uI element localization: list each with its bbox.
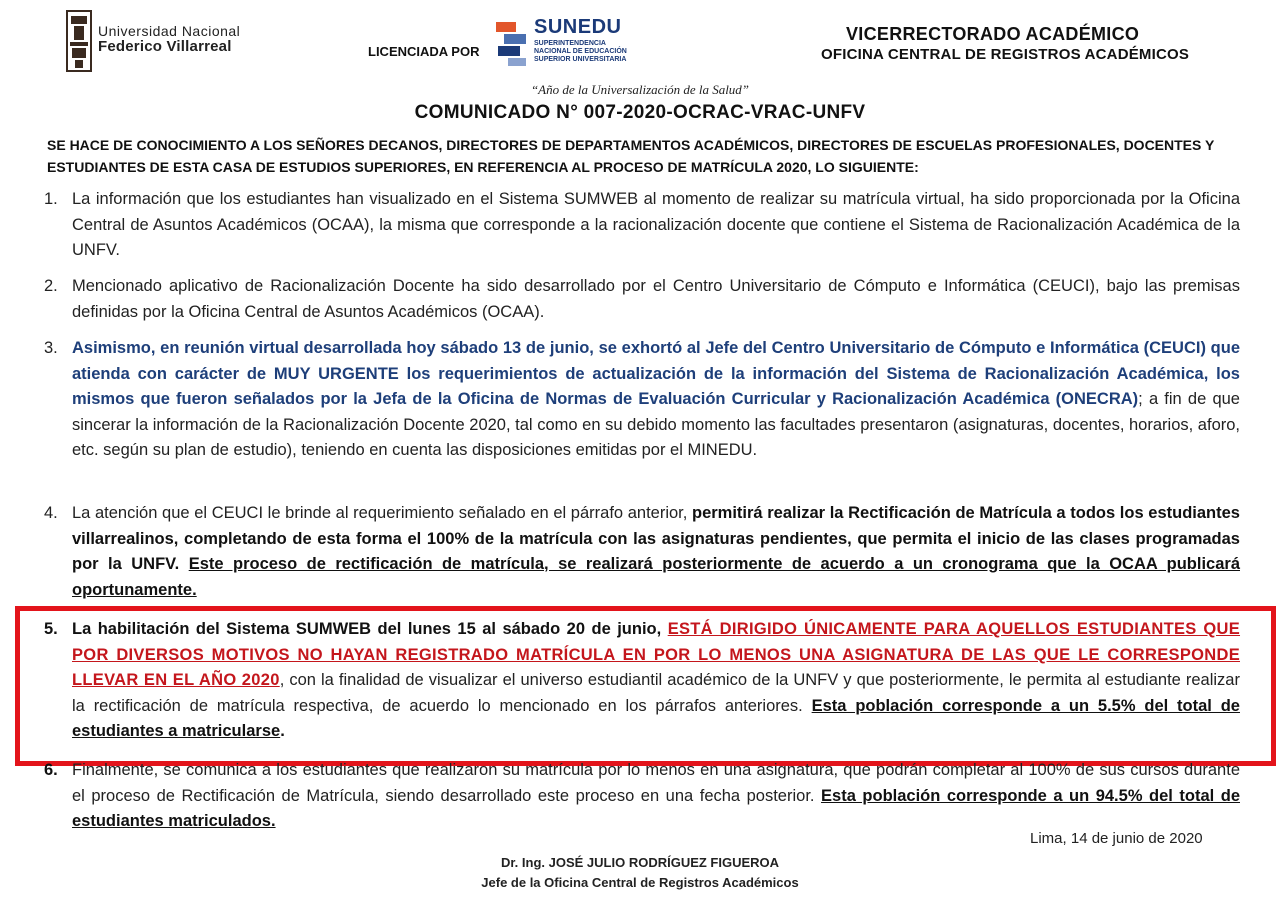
item-number: 2.: [44, 277, 58, 295]
item-emphasis-underline: Esta población corresponde a un 5.5% del total de estudiantes a matricularse: [72, 696, 1240, 740]
licensed-by-label: LICENCIADA POR: [368, 44, 480, 59]
item-text-plain: , con la finalidad de visualizar el universo estudiantil académico de la UNFV y que posteriormente, le permita al estudiante realizar la rectificación de matrícula respectiva, de acuerdo lo mencionado en los párrafos anteriores.: [72, 671, 1240, 715]
signatory-role: Jefe de la Oficina Central de Registros Académicos: [481, 875, 799, 890]
item-text: [72, 617, 1240, 745]
item-text: [72, 336, 1240, 464]
sunedu-text: SUNEDU SUPERINTENDENCIA NACIONAL DE EDUCACIÓN SUPERIOR UNIVERSITARIA: [534, 16, 627, 63]
spacer: [179, 555, 188, 573]
item-emphasis-bold: permitirá realizar la Rectificación de Matrícula a todos los estudiantes villarrealinos, completando de esta forma el 100% de la matrícula con las asignaturas pendientes, que permita el inicio de las clases programadas por la UNFV.: [72, 504, 1240, 573]
item-text: La información que los estudiantes han visualizado en el Sistema SUMWEB al momento de realizar su matrícula virtual, ha sido proporcionada por la Oficina Central de Asuntos Académicos (OCAA), la misma que corresponde a la racionalización docente que contiene el Sistema de Racionalización Académica de la UNFV.: [72, 190, 1240, 259]
list-item-1: [44, 187, 1240, 264]
item-text-rest: ; a fin de que sincerar la información de la Racionalización Docente 2020, tal como en su debido momento las facultades presentaron (asignaturas, docentes, horarios, aforo, etc. según su plan de estudio), teniendo en cuenta las disposiciones emitidas por el MINEDU.: [72, 390, 1240, 459]
list-item-3: [44, 336, 1240, 464]
item-text: Mencionado aplicativo de Racionalización Docente ha sido desarrollado por el Centro Universitario de Cómputo e Informática (CEUCI), bajo las premisas definidas por la Oficina Central de Asuntos Académicos (OCAA).: [72, 277, 1240, 321]
item-text-plain: Finalmente, se comunica a los estudiantes que realizaron su matrícula por lo menos en una asignatura, que podrán completar al 100% de sus cursos durante el proceso de Rectificación de Matrícula, siendo desarrollado este proceso en una fecha posterior.: [72, 761, 1240, 805]
university-crest-logo: [66, 10, 92, 72]
list-item-5: [44, 617, 1240, 745]
item-emphasis-blue: Asimismo, en reunión virtual desarrollada hoy sábado 13 de junio, se exhortó al Jefe del Centro Universitario de Cómputo e Informática (CEUCI) que atienda con carácter de MUY URGENTE los requerimientos de actualización de la información del Sistema de Racionalización Académica, los mismos que fueron señalados por la Jefa de la Oficina de Normas de Evaluación Curricular y Racionalización Académica (ONECRA): [72, 339, 1240, 408]
office-heading: OFICINA CENTRAL DE REGISTROS ACADÉMICOS: [821, 46, 1190, 63]
item-emphasis-bold: La habilitación del Sistema SUMWEB del lunes 15 al sábado 20 de junio,: [72, 620, 668, 638]
item-number: 5.: [44, 620, 58, 638]
item-number: 1.: [44, 190, 58, 208]
item-number: 4.: [44, 504, 58, 522]
item-text-plain: La atención que el CEUCI le brinde al requerimiento señalado en el párrafo anterior,: [72, 504, 692, 522]
item-emphasis-red: ESTÁ DIRIGIDO ÚNICAMENTE PARA AQUELLOS ESTUDIANTES QUE POR DIVERSOS MOTIVOS NO HAYAN REGISTRADO MATRÍCULA EN POR LO MENOS UNA ASIGNATURA DE LAS QUE LE CORRESPONDE LLEVAR EN EL AÑO 2020: [72, 620, 1241, 689]
item-text: [72, 501, 1240, 603]
item-end-period: .: [280, 722, 285, 740]
signatory-name: Dr. Ing. JOSÉ JULIO RODRÍGUEZ FIGUEROA: [500, 855, 780, 870]
document-date: Lima, 14 de junio de 2020: [1030, 830, 1203, 847]
intro-paragraph: SE HACE DE CONOCIMIENTO A LOS SEÑORES DECANOS, DIRECTORES DE DEPARTAMENTOS ACADÉMICOS, DIRECTORES DE ESCUELAS PROFESIONALES, DOCENTES Y ESTUDIANTES DE ESTA CASA DE ESTUDIOS SUPERIORES, EN REFERENCIA AL PROCESO DE MATRÍCULA 2020, LO SIGUIENTE:: [47, 137, 1215, 175]
list-item-6: [44, 758, 1240, 835]
list-item-2: [44, 274, 1240, 325]
year-motto: “Año de la Universalización de la Salud”: [530, 82, 750, 97]
item-emphasis-underline: Este proceso de rectificación de matrícula, se realizará posteriormente de acuerdo a un cronograma que la OCAA publicará oportunamente.: [72, 555, 1240, 599]
item-text: [72, 758, 1240, 835]
item-number: 6.: [44, 761, 58, 779]
sunedu-logo-icon: [494, 18, 530, 68]
item-number: 3.: [44, 339, 58, 357]
list-item-4: [44, 501, 1240, 603]
item-emphasis-underline: Esta población corresponde a un 94.5% del total de estudiantes matriculados.: [72, 786, 1240, 830]
university-name: Universidad Nacional Federico Villarreal: [98, 23, 241, 55]
vicerrectorado-heading: VICERRECTORADO ACADÉMICO: [846, 24, 1140, 44]
document-title: COMUNICADO N° 007-2020-OCRAC-VRAC-UNFV: [414, 102, 866, 123]
